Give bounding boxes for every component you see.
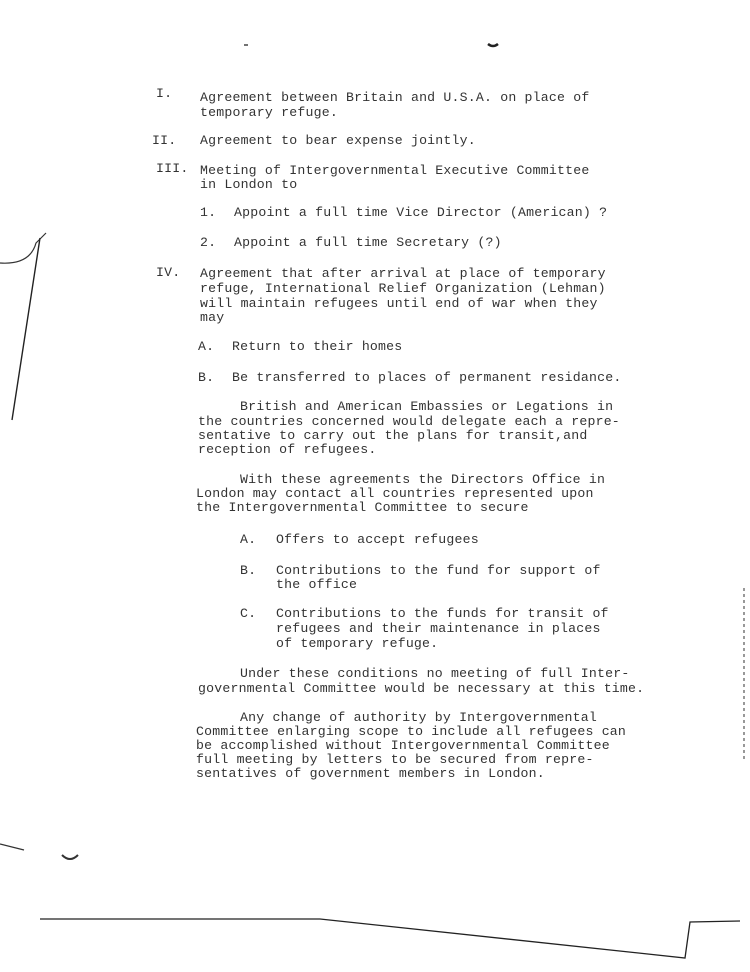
list-text: Contributions to the funds for transit of (276, 606, 609, 621)
item-text: may (200, 310, 225, 325)
list-text: Offers to accept refugees (276, 532, 479, 547)
item-text: Meeting of Intergovernmental Executive Committee (200, 163, 590, 178)
paragraph-line: sentative to carry out the plans for transit,and (198, 428, 588, 443)
paragraph-line: Under these conditions no meeting of full Inter- (240, 666, 630, 681)
list-text: of temporary refuge. (276, 636, 439, 651)
paragraph-line: Committee enlarging scope to include all refugees can (196, 724, 627, 739)
item-text: refuge, International Relief Organization (Lehman) (200, 281, 606, 296)
item-text: temporary refuge. (200, 105, 338, 120)
item-number: II. (152, 133, 177, 148)
item-text: in London to (200, 177, 298, 192)
item-number: IV. (156, 265, 181, 280)
subitem-number: 2. (200, 235, 217, 250)
paragraph-line: Any change of authority by Intergovernmental (240, 710, 598, 725)
list-number: C. (240, 606, 257, 621)
paragraph-line: the countries concerned would delegate each a repre- (198, 414, 620, 429)
paragraph-line: the Intergovernmental Committee to secure (196, 500, 529, 515)
list-text: the office (276, 577, 358, 592)
item-text: Agreement between Britain and U.S.A. on place of (200, 90, 590, 105)
subitem-number: B. (198, 370, 215, 385)
paragraph-line: With these agreements the Directors Office in (240, 472, 606, 487)
paragraph-line: full meeting by letters to be secured from repre- (196, 752, 594, 767)
subitem-text: Appoint a full time Vice Director (American) ? (234, 205, 608, 220)
subitem-number: 1. (200, 205, 217, 220)
item-text: Agreement that after arrival at place of temporary (200, 266, 606, 281)
paragraph-line: be accomplished without Intergovernmental Committee (196, 738, 610, 753)
paragraph-line: London may contact all countries represented upon (196, 486, 594, 501)
subitem-text: Return to their homes (232, 339, 403, 354)
paragraph-line: British and American Embassies or Legations in (240, 399, 614, 414)
list-number: A. (240, 532, 257, 547)
item-text: Agreement to bear expense jointly. (200, 133, 476, 148)
paragraph-line: governmental Committee would be necessary at this time. (198, 681, 645, 696)
subitem-text: Appoint a full time Secretary (?) (234, 235, 502, 250)
list-text: Contributions to the fund for support of (276, 563, 601, 578)
list-number: B. (240, 563, 257, 578)
item-number: III. (156, 161, 189, 176)
item-number: I. (156, 86, 173, 101)
list-text: refugees and their maintenance in places (276, 621, 601, 636)
subitem-text: Be transferred to places of permanent residance. (232, 370, 622, 385)
paragraph-line: sentatives of government members in London. (196, 766, 545, 781)
subitem-number: A. (198, 339, 215, 354)
item-text: will maintain refugees until end of war when they (200, 296, 598, 311)
paragraph-line: reception of refugees. (198, 442, 377, 457)
